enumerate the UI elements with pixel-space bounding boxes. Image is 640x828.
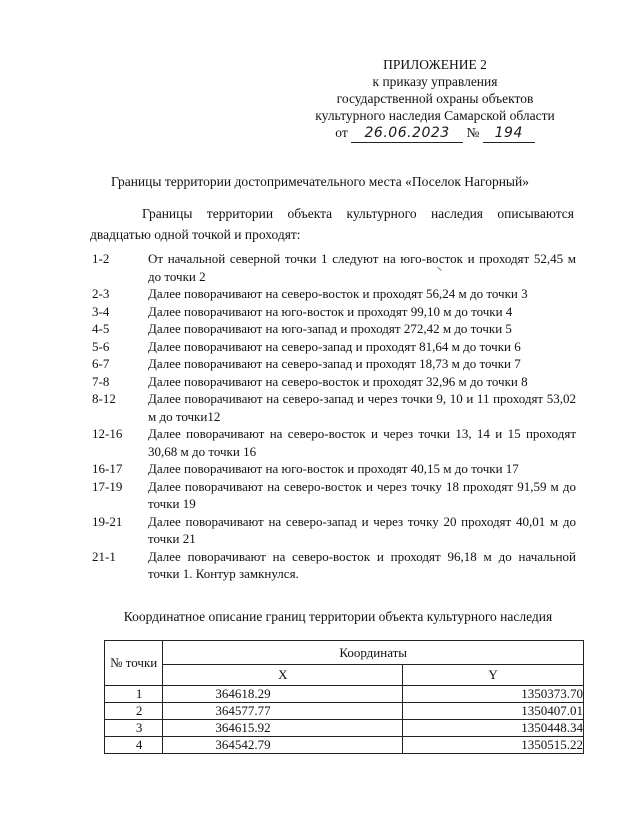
y-coordinate-cell: 1350373.70 [403,686,584,703]
appendix-header [300,56,570,143]
route-segment: 6-7 [92,356,110,371]
route-segment: 17-19 [92,478,123,494]
point-number-cell: 4 [105,737,163,754]
route-row [92,478,576,513]
y-coordinate-cell: 1350515.22 [403,737,584,754]
route-row [92,373,576,391]
route-segment: 5-6 [92,338,110,354]
from-label: от [335,125,348,140]
table-row [105,737,584,754]
route-text: Далее поворачивают на юго-восток и проходят 40,15 м до точки 17 [148,461,519,476]
y-coordinate-cell: 1350448.34 [403,720,584,737]
route-row [92,548,576,583]
x-coordinate-cell: 364615.92 [163,720,403,737]
appendix-title: ПРИЛОЖЕНИЕ 2 [383,57,487,72]
route-text: Далее поворачивают на северо-восток и проходят 96,18 м до начальной точки 1. Контур замкнулся. [148,548,576,581]
route-text: Далее поворачивают на северо-восток и проходят 32,96 м до точки 8 [148,373,528,389]
route-text: Далее поворачивают на северо-запад и через точку 20 проходят 40,01 м до точки 21 [148,513,576,546]
table-row [105,703,584,720]
route-row [92,320,576,338]
table-row [105,686,584,703]
route-text: От начальной северной точки 1 следуют на юго-восток и проходят 52,45 м до точки 2 [148,251,576,284]
x-coordinate-cell: 364542.79 [163,737,403,754]
route-row [92,285,576,303]
route-row [92,250,576,285]
route-segment: 21-1 [92,548,116,564]
handwritten-date: 26.06.2023 [351,125,463,143]
point-number-cell: 2 [105,703,163,720]
route-text: Далее поворачивают на северо-запад и проходят 81,64 м до точки 6 [148,338,521,354]
coordinates-header: Координаты [163,641,584,665]
x-header: X [163,665,403,686]
route-segment: 2-3 [92,286,110,301]
appendix-line-3: культурного наследия Самарской области [315,108,555,123]
route-segment: 1-2 [92,251,110,266]
route-text: Далее поворачивают на юго-запад и проходят 272,42 м до точки 5 [148,321,512,336]
route-segment: 7-8 [92,373,110,389]
route-row [92,338,576,356]
route-row [92,303,576,321]
route-segment: 3-4 [92,303,110,319]
document-title: Границы территории достопримечательного места «Поселок Нагорный» [111,174,529,189]
route-segment: 12-16 [92,426,123,441]
point-number-header: № точки [105,641,163,686]
route-row [92,513,576,548]
coordinates-table [104,640,584,754]
intro-paragraph: Границы территории объекта культурного наследия описываются двадцатью одной точкой и проходят: [90,206,574,242]
point-number-cell: 3 [105,720,163,737]
route-row [92,425,576,460]
route-text: Далее поворачивают на северо-восток и через точки 13, 14 и 15 проходят 30,68 м до точки 16 [148,426,576,459]
y-coordinate-cell: 1350407.01 [403,703,584,720]
route-row [92,460,576,478]
route-description-list [92,250,576,583]
route-row [92,355,576,373]
route-text: Далее поворачивают на северо-запад и проходят 18,73 м до точки 7 [148,356,521,371]
route-row [92,390,576,425]
route-text: Далее поворачивают на северо-восток и через точку 18 проходят 91,59 м до точки 19 [148,478,576,511]
x-coordinate-cell: 364577.77 [163,703,403,720]
route-text: Далее поворачивают на юго-восток и проходят 99,10 м до точки 4 [148,303,513,319]
appendix-line-1: к приказу управления [372,74,498,89]
order-date-number-line [300,124,570,143]
number-label: № [466,125,480,140]
coordinates-title: Координатное описание границ территории объекта культурного наследия [123,609,553,624]
route-text: Далее поворачивают на северо-восток и проходят 56,24 м до точки 3 [148,286,528,301]
route-segment: 16-17 [92,461,123,476]
y-header: Y [403,665,584,686]
point-number-cell: 1 [105,686,163,703]
route-segment: 8-12 [92,391,116,406]
route-text: Далее поворачивают на северо-запад и через точки 9, 10 и 11 проходят 53,02 м до точки12 [148,391,576,424]
table-row [105,720,584,737]
route-segment: 19-21 [92,513,123,529]
appendix-line-2: государственной охраны объектов [336,91,534,106]
x-coordinate-cell: 364618.29 [163,686,403,703]
route-segment: 4-5 [92,321,110,336]
handwritten-number: 194 [483,125,535,143]
